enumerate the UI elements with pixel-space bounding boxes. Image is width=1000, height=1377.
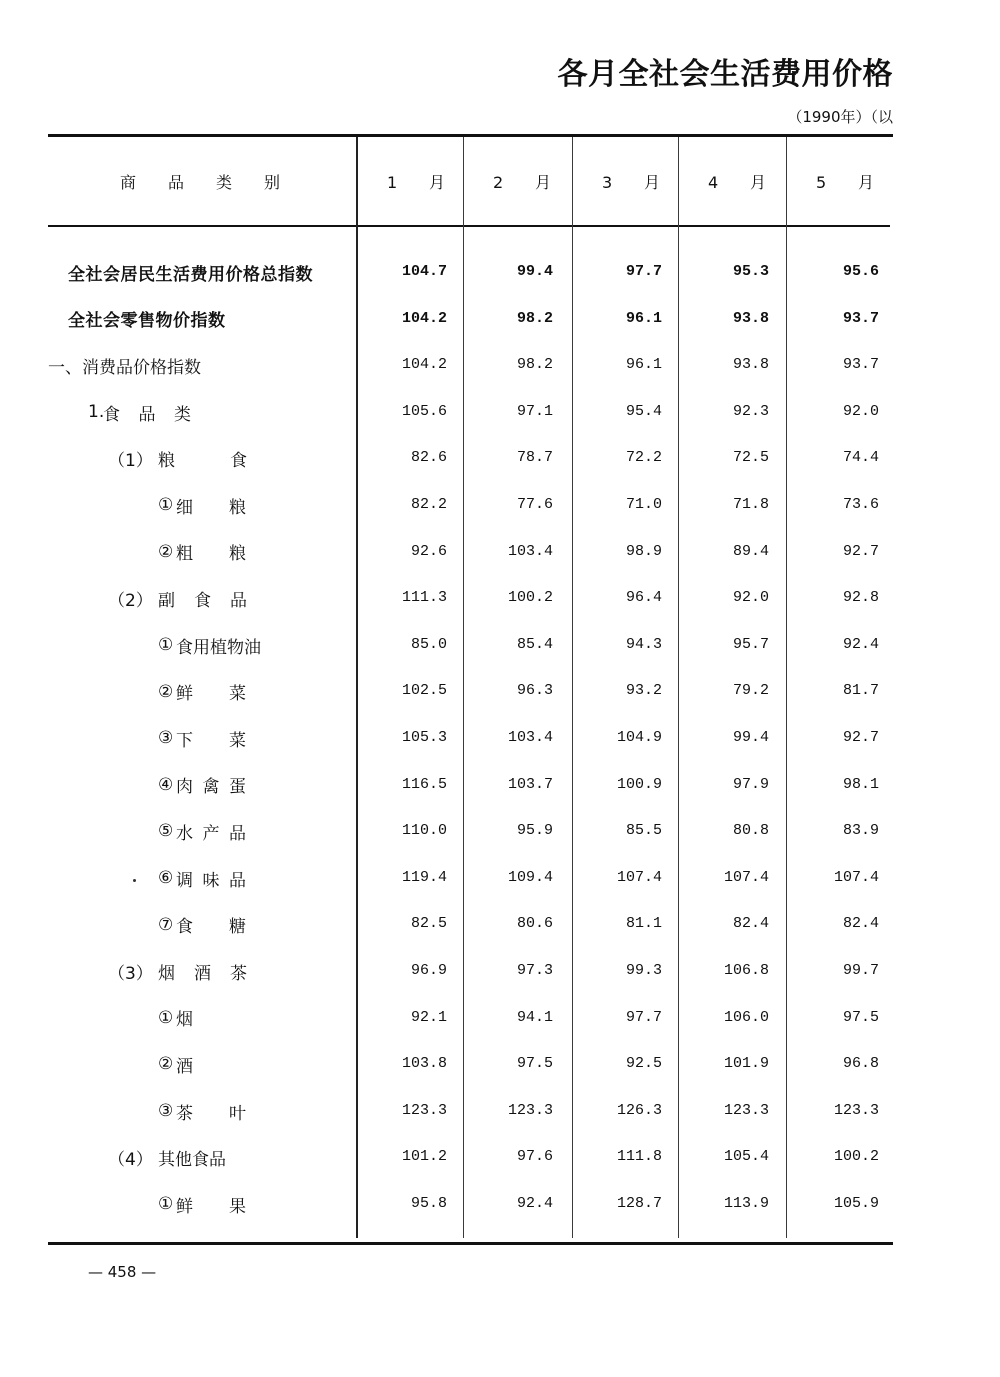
row-label — [158, 529, 246, 576]
row-value-month-5: 96.8 — [842, 1055, 879, 1073]
table-row — [0, 808, 1000, 855]
label-segment: 烟 — [158, 963, 175, 984]
label-prefix: ④ — [158, 774, 174, 795]
row-value-month-4: 79.2 — [732, 682, 769, 700]
label-segment: 2 — [493, 173, 504, 192]
table-subtitle: （1990年）（以 — [787, 108, 893, 126]
row-value-month-4: 71.8 — [732, 496, 769, 513]
label-text — [176, 539, 246, 564]
label-segment: 酒 — [194, 963, 211, 984]
label-segment: 鲜 — [176, 1196, 193, 1217]
row-value-month-4: 72.5 — [732, 449, 769, 467]
row-label — [158, 855, 246, 902]
row-label — [108, 435, 247, 482]
label-prefix: ⑦ — [158, 914, 174, 935]
label-segment: 细 — [176, 497, 193, 518]
row-value-month-1: 95.8 — [410, 1195, 447, 1212]
label-prefix: ③ — [158, 1101, 174, 1122]
row-label — [88, 389, 191, 436]
row-value-month-1: 96.9 — [410, 962, 447, 979]
row-value-month-5: 97.5 — [842, 1008, 879, 1026]
table-row — [0, 622, 1000, 669]
label-text — [176, 726, 246, 751]
header-month-5 — [816, 172, 874, 194]
label-segment: 月 — [749, 173, 766, 192]
header-month-3 — [602, 172, 660, 194]
label-text — [176, 912, 246, 937]
row-value-month-1: 82.6 — [410, 449, 447, 467]
row-value-month-4: 92.0 — [732, 589, 769, 607]
row-label — [108, 948, 247, 995]
row-value-month-4: 107.4 — [723, 868, 769, 886]
row-label — [158, 1088, 246, 1135]
row-value-month-3: 96.4 — [625, 589, 662, 607]
row-value-month-2: 123.3 — [507, 1101, 553, 1119]
table-row — [0, 1134, 1000, 1181]
top-rule — [48, 134, 893, 137]
row-label — [158, 901, 246, 948]
label-segment: 5 — [816, 173, 827, 192]
label-segment: 类 — [174, 404, 191, 425]
label-segment: 茶 — [176, 1103, 193, 1124]
row-value-month-5: 98.1 — [842, 775, 879, 793]
label-text — [158, 586, 247, 611]
label-prefix: ③ — [158, 728, 174, 749]
label-segment: 类 — [215, 173, 232, 192]
row-value-month-1: 92.1 — [410, 1008, 447, 1026]
label-segment: 品 — [167, 173, 184, 192]
row-label — [158, 762, 246, 809]
row-value-month-5: 123.3 — [833, 1101, 879, 1119]
label-text — [176, 772, 246, 797]
row-value-month-5: 92.7 — [842, 542, 879, 560]
label-segment: 蛋 — [229, 777, 246, 798]
row-value-month-1: 111.3 — [401, 589, 447, 607]
row-value-month-1: 119.4 — [401, 868, 447, 886]
row-value-month-5: 92.0 — [842, 402, 879, 420]
label-segment: 叶 — [229, 1103, 246, 1124]
label-prefix: ① — [158, 495, 174, 516]
row-value-month-5: 73.6 — [842, 496, 879, 513]
label-segment: 水 — [176, 823, 193, 844]
row-value-month-4: 99.4 — [732, 729, 769, 746]
label-segment: 4 — [708, 173, 719, 192]
row-value-month-1: 104.7 — [401, 263, 447, 280]
label-prefix: （4） — [108, 1150, 153, 1171]
label-text — [158, 959, 247, 984]
label-text — [176, 679, 246, 704]
label-segment: 粮 — [229, 544, 246, 565]
table-row — [0, 435, 1000, 482]
table-row — [0, 901, 1000, 948]
row-value-month-3: 98.9 — [625, 542, 662, 560]
label-segment: 月 — [428, 173, 445, 192]
row-value-month-2: 92.4 — [516, 1195, 553, 1212]
table-row — [0, 948, 1000, 995]
header-category — [120, 172, 280, 194]
row-value-month-5: 93.7 — [842, 356, 879, 374]
row-label — [108, 1134, 226, 1181]
row-label — [158, 1181, 246, 1228]
table-row — [0, 389, 1000, 436]
label-segment: 产 — [202, 823, 220, 844]
row-label: 全社会居民生活费用价格总指数 — [68, 264, 313, 285]
row-value-month-4: 80.8 — [732, 822, 769, 840]
row-value-month-4: 123.3 — [723, 1101, 769, 1119]
row-value-month-3: 96.1 — [625, 356, 662, 374]
label-prefix: ② — [158, 681, 174, 702]
label-segment: 品 — [230, 590, 247, 611]
label-prefix: （3） — [108, 963, 153, 984]
row-value-month-2: 85.4 — [516, 635, 553, 653]
row-value-month-2: 103.4 — [507, 729, 553, 746]
row-value-month-2: 96.3 — [516, 682, 553, 700]
label-prefix: ① — [158, 635, 174, 656]
label-prefix: ① — [158, 1007, 174, 1028]
row-value-month-5: 107.4 — [833, 868, 879, 886]
table-row — [0, 715, 1000, 762]
row-label — [158, 715, 246, 762]
table-row — [0, 249, 1000, 296]
row-value-month-2: 109.4 — [507, 868, 553, 886]
row-value-month-1: 82.2 — [410, 496, 447, 513]
label-segment: 味 — [202, 870, 220, 891]
row-value-month-5: 74.4 — [842, 449, 879, 467]
row-value-month-2: 97.3 — [516, 962, 553, 979]
label-prefix: （2） — [108, 590, 153, 611]
table-row — [0, 762, 1000, 809]
label-segment: 别 — [263, 173, 280, 192]
row-label — [108, 575, 247, 622]
label-text: 酒 — [176, 1056, 193, 1077]
label-segment: 肉 — [176, 777, 193, 798]
row-value-month-4: 105.4 — [723, 1148, 769, 1166]
label-text — [176, 819, 246, 844]
row-value-month-3: 92.5 — [625, 1055, 662, 1073]
row-value-month-3: 104.9 — [616, 729, 662, 746]
header-rule — [48, 225, 890, 227]
header-month-4 — [708, 172, 766, 194]
row-value-month-1: 123.3 — [401, 1101, 447, 1119]
row-value-month-2: 98.2 — [516, 309, 553, 327]
table-row — [0, 342, 1000, 389]
row-value-month-1: 105.6 — [401, 402, 447, 420]
label-prefix: 1. — [88, 402, 105, 423]
label-segment: 月 — [643, 173, 660, 192]
row-value-month-1: 104.2 — [401, 356, 447, 374]
row-value-month-2: 94.1 — [516, 1008, 553, 1026]
label-text — [103, 400, 191, 425]
row-value-month-2: 97.1 — [516, 402, 553, 420]
row-value-month-1: 105.3 — [401, 729, 447, 746]
bottom-rule — [48, 1242, 893, 1245]
row-label — [158, 482, 246, 529]
row-value-month-2: 99.4 — [516, 263, 553, 280]
label-segment: 调 — [176, 870, 193, 891]
row-value-month-2: 103.7 — [507, 775, 553, 793]
row-value-month-3: 81.1 — [625, 915, 662, 933]
row-value-month-2: 103.4 — [507, 542, 553, 560]
label-segment: 食 — [103, 404, 120, 425]
label-text — [176, 1192, 246, 1217]
row-value-month-1: 85.0 — [410, 635, 447, 653]
row-value-month-3: 126.3 — [616, 1101, 662, 1119]
row-value-month-4: 106.8 — [723, 962, 769, 979]
label-prefix: （1） — [108, 451, 153, 472]
header-month-2 — [493, 172, 551, 194]
table-row — [0, 1041, 1000, 1088]
label-text: 烟 — [176, 1010, 193, 1031]
label-segment: 副 — [158, 590, 175, 611]
label-segment: 下 — [176, 730, 193, 751]
row-value-month-2: 98.2 — [516, 356, 553, 374]
row-label: 全社会零售物价指数 — [68, 311, 226, 332]
row-value-month-2: 100.2 — [507, 589, 553, 607]
row-label — [158, 668, 246, 715]
row-value-month-5: 100.2 — [833, 1148, 879, 1166]
row-value-month-5: 95.6 — [842, 263, 879, 280]
row-value-month-2: 78.7 — [516, 449, 553, 467]
row-value-month-4: 82.4 — [732, 915, 769, 933]
label-text — [158, 446, 247, 471]
row-value-month-3: 93.2 — [625, 682, 662, 700]
label-text — [176, 866, 246, 891]
label-segment: 商 — [120, 173, 137, 192]
table-title: 各月全社会生活费用价格 — [557, 57, 893, 92]
row-label — [158, 995, 193, 1042]
row-value-month-3: 94.3 — [625, 635, 662, 653]
row-value-month-3: 95.4 — [625, 402, 662, 420]
row-value-month-3: 107.4 — [616, 868, 662, 886]
page-number: — 458 — — [88, 1263, 157, 1281]
row-value-month-3: 128.7 — [616, 1195, 662, 1212]
label-prefix: ② — [158, 541, 174, 562]
table-row — [0, 855, 1000, 902]
header-month-1 — [387, 172, 445, 194]
label-segment: 品 — [138, 404, 156, 425]
row-value-month-5: 92.4 — [842, 635, 879, 653]
table-row — [0, 575, 1000, 622]
row-value-month-3: 99.3 — [625, 962, 662, 979]
row-value-month-4: 95.7 — [732, 635, 769, 653]
label-segment: 果 — [229, 1196, 246, 1217]
label-text: 其他食品 — [158, 1150, 226, 1171]
row-value-month-2: 80.6 — [516, 915, 553, 933]
row-value-month-4: 92.3 — [732, 402, 769, 420]
table-row — [0, 1088, 1000, 1135]
table-row — [0, 296, 1000, 343]
table-row — [0, 482, 1000, 529]
label-text — [176, 493, 246, 518]
label-segment: 菜 — [229, 730, 246, 751]
label-segment: 3 — [602, 173, 613, 192]
row-value-month-4: 93.8 — [732, 309, 769, 327]
label-segment: 食 — [194, 590, 211, 611]
label-prefix: ② — [158, 1054, 174, 1075]
label-segment: 粗 — [176, 544, 193, 565]
label-text — [176, 1099, 246, 1124]
row-value-month-1: 110.0 — [401, 822, 447, 840]
row-value-month-3: 111.8 — [616, 1148, 662, 1166]
row-value-month-4: 95.3 — [732, 263, 769, 280]
row-value-month-5: 93.7 — [842, 309, 879, 327]
label-segment: 1 — [387, 173, 398, 192]
label-text: 食用植物油 — [176, 637, 261, 658]
row-value-month-3: 96.1 — [625, 309, 662, 327]
row-value-month-5: 92.8 — [842, 589, 879, 607]
row-value-month-1: 103.8 — [401, 1055, 447, 1073]
label-segment: 食 — [230, 451, 247, 472]
row-label — [158, 808, 246, 855]
label-segment: 月 — [534, 173, 551, 192]
row-label: 一、消费品价格指数 — [48, 357, 201, 378]
row-value-month-5: 99.7 — [842, 962, 879, 979]
row-value-month-2: 95.9 — [516, 822, 553, 840]
row-label — [158, 1041, 193, 1088]
row-value-month-5: 92.7 — [842, 729, 879, 746]
label-segment: 品 — [229, 823, 246, 844]
label-segment: 糖 — [229, 917, 246, 938]
row-value-month-4: 113.9 — [723, 1195, 769, 1212]
label-segment: 鲜 — [176, 684, 193, 705]
row-value-month-2: 97.5 — [516, 1055, 553, 1073]
row-value-month-3: 97.7 — [625, 263, 662, 280]
row-value-month-3: 85.5 — [625, 822, 662, 840]
table-row — [0, 995, 1000, 1042]
table-row — [0, 1181, 1000, 1228]
label-segment: 食 — [176, 917, 193, 938]
row-value-month-3: 71.0 — [625, 496, 662, 513]
row-value-month-1: 101.2 — [401, 1148, 447, 1166]
label-segment: 菜 — [229, 684, 246, 705]
row-value-month-4: 101.9 — [723, 1055, 769, 1073]
row-value-month-4: 106.0 — [723, 1008, 769, 1026]
row-value-month-4: 89.4 — [732, 542, 769, 560]
row-value-month-1: 116.5 — [401, 775, 447, 793]
row-value-month-5: 82.4 — [842, 915, 879, 933]
row-value-month-4: 93.8 — [732, 356, 769, 374]
label-prefix: ① — [158, 1194, 174, 1215]
label-segment: 粮 — [158, 451, 175, 472]
row-value-month-2: 97.6 — [516, 1148, 553, 1166]
label-segment: 禽 — [202, 777, 220, 798]
row-value-month-5: 81.7 — [842, 682, 879, 700]
label-segment: 茶 — [230, 963, 247, 984]
label-segment: 月 — [857, 173, 874, 192]
row-label — [158, 622, 261, 669]
row-value-month-3: 100.9 — [616, 775, 662, 793]
label-prefix: ⑥ — [158, 868, 174, 889]
table-row — [0, 529, 1000, 576]
row-value-month-1: 82.5 — [410, 915, 447, 933]
scan-speck — [133, 879, 136, 882]
label-prefix: ⑤ — [158, 821, 174, 842]
row-value-month-4: 97.9 — [732, 775, 769, 793]
row-value-month-1: 104.2 — [401, 309, 447, 327]
label-segment: 品 — [229, 870, 246, 891]
row-value-month-1: 102.5 — [401, 682, 447, 700]
label-segment: 粮 — [229, 497, 246, 518]
table-row — [0, 668, 1000, 715]
row-value-month-3: 97.7 — [625, 1008, 662, 1026]
row-value-month-5: 105.9 — [833, 1195, 879, 1212]
row-value-month-3: 72.2 — [625, 449, 662, 467]
row-value-month-1: 92.6 — [410, 542, 447, 560]
row-value-month-5: 83.9 — [842, 822, 879, 840]
row-value-month-2: 77.6 — [516, 496, 553, 513]
